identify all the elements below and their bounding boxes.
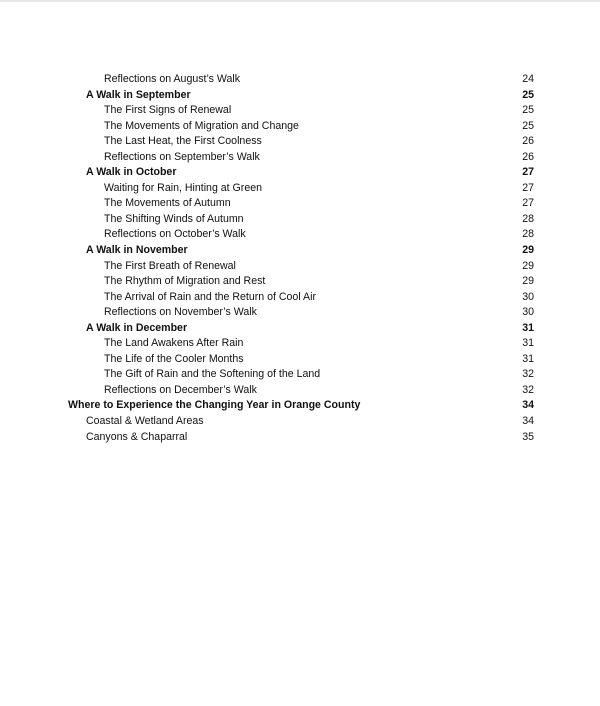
toc-section-entry[interactable] [0,398,600,414]
toc-subsection-entry[interactable] [0,305,600,321]
toc-entry-page-number: 31 [522,321,534,334]
toc-entry-page-number: 26 [522,135,534,148]
toc-entry-title: A Walk in October [86,166,177,179]
toc-entry-title: The Movements of Migration and Change [104,119,299,132]
toc-subsection-entry[interactable] [0,352,600,368]
toc-entry-page-number: 28 [522,212,534,225]
toc-entry-page-number: 24 [522,73,534,85]
toc-entry-page-number: 29 [522,244,534,257]
toc-entry-title: The First Breath of Renewal [104,259,236,272]
toc-subsection-entry[interactable] [0,290,600,306]
toc-chapter-entry[interactable] [0,88,600,104]
toc-entry-page-number: 27 [522,181,534,194]
toc-entry-title: Where to Experience the Changing Year in Orange County [68,399,361,412]
toc-subsection-entry[interactable] [0,274,600,290]
toc-entry-title: Reflections on November’s Walk [104,306,257,319]
table-of-contents [0,72,600,445]
toc-entry-page-number: 25 [522,104,534,117]
toc-entry-title: Canyons & Chaparral [86,430,188,443]
toc-entry-page-number: 28 [522,228,534,241]
toc-subsection-entry[interactable] [0,134,600,150]
toc-chapter-entry[interactable] [0,430,600,446]
toc-entry-title: The Rhythm of Migration and Rest [104,275,266,288]
toc-subsection-entry[interactable] [0,196,600,212]
toc-subsection-entry[interactable] [0,367,600,383]
toc-entry-title: The First Signs of Renewal [104,104,232,117]
toc-subsection-entry[interactable] [0,103,600,119]
page-top-edge [0,0,600,2]
toc-entry-title: Coastal & Wetland Areas [86,415,204,428]
toc-entry-title: The Arrival of Rain and the Return of Cool Air [104,290,316,303]
toc-entry-page-number: 31 [522,352,534,365]
toc-subsection-entry[interactable] [0,336,600,352]
toc-entry-title: A Walk in November [86,244,188,257]
toc-chapter-entry[interactable] [0,321,600,337]
toc-entry-title: Reflections on August’s Walk [104,73,241,85]
toc-entry-title: The Movements of Autumn [104,197,231,210]
toc-entry-page-number: 30 [522,306,534,319]
toc-entry-page-number: 34 [522,399,534,412]
toc-chapter-entry[interactable] [0,414,600,430]
toc-entry-page-number: 35 [522,430,534,443]
toc-entry-title: Reflections on September’s Walk [104,150,260,163]
toc-entry-page-number: 30 [522,290,534,303]
toc-subsection-entry[interactable] [0,72,600,88]
toc-entry-page-number: 32 [522,383,534,396]
toc-entry-title: The Gift of Rain and the Softening of the Land [104,368,321,381]
toc-entry-page-number: 26 [522,150,534,163]
toc-subsection-entry[interactable] [0,259,600,275]
toc-entry-title: The Land Awakens After Rain [104,337,244,350]
toc-subsection-entry[interactable] [0,181,600,197]
toc-entry-page-number: 29 [522,259,534,272]
toc-subsection-entry[interactable] [0,212,600,228]
toc-entry-title: Reflections on October’s Walk [104,228,246,241]
toc-subsection-entry[interactable] [0,119,600,135]
toc-chapter-entry[interactable] [0,243,600,259]
toc-entry-title: Waiting for Rain, Hinting at Green [104,181,262,194]
toc-entry-page-number: 34 [522,415,534,428]
toc-entry-page-number: 31 [522,337,534,350]
toc-subsection-entry[interactable] [0,227,600,243]
toc-entry-page-number: 25 [522,119,534,132]
toc-entry-page-number: 27 [522,166,534,179]
toc-entry-title: The Shifting Winds of Autumn [104,212,244,225]
toc-entry-page-number: 27 [522,197,534,210]
toc-entry-page-number: 32 [522,368,534,381]
toc-subsection-entry[interactable] [0,150,600,166]
toc-entry-title: The Life of the Cooler Months [104,352,244,365]
toc-entry-title: Reflections on December’s Walk [104,383,257,396]
toc-subsection-entry[interactable] [0,383,600,399]
toc-entry-title: A Walk in December [86,321,188,334]
toc-entry-page-number: 25 [522,88,534,101]
toc-entry-page-number: 29 [522,275,534,288]
toc-entry-title: A Walk in September [86,88,191,101]
toc-entry-title: The Last Heat, the First Coolness [104,135,262,148]
toc-chapter-entry[interactable] [0,165,600,181]
